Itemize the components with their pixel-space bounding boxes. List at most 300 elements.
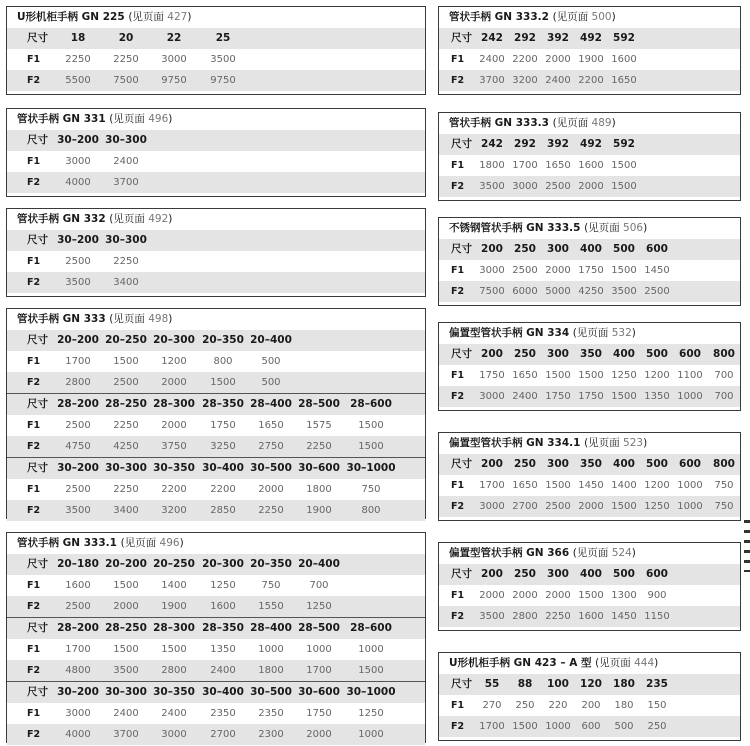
row-label: 尺寸 bbox=[27, 334, 48, 346]
f2-value: 3400 bbox=[113, 505, 139, 516]
f2-value: 4000 bbox=[65, 177, 91, 188]
f1-value: 700 bbox=[309, 580, 329, 591]
size-value: 88 bbox=[517, 678, 533, 690]
f2-row bbox=[7, 172, 425, 193]
f1-value: 2500 bbox=[65, 420, 91, 431]
f1-value: 150 bbox=[647, 700, 667, 711]
f1-value: 2000 bbox=[545, 265, 571, 276]
f2-value: 1250 bbox=[306, 601, 332, 612]
size-value: 28–300 bbox=[153, 398, 195, 410]
f1-value: 2500 bbox=[512, 265, 538, 276]
spec-table-title bbox=[7, 209, 425, 230]
f1-value: 1450 bbox=[644, 265, 670, 276]
f2-value: 2000 bbox=[578, 501, 604, 512]
size-value: 28–400 bbox=[250, 398, 292, 410]
f2-value: 4750 bbox=[65, 441, 91, 452]
f1-value: 1500 bbox=[358, 420, 384, 431]
page-ref-label: (见页面 bbox=[109, 213, 149, 225]
row-label: F2 bbox=[451, 501, 465, 512]
f1-value: 1000 bbox=[306, 644, 332, 655]
size-row bbox=[439, 674, 740, 695]
size-value: 55 bbox=[484, 678, 500, 690]
f2-value: 7500 bbox=[479, 286, 505, 297]
row-label: F2 bbox=[451, 181, 465, 192]
row-label: F1 bbox=[451, 700, 465, 711]
size-value: 28–600 bbox=[350, 622, 392, 634]
f1-value: 1400 bbox=[161, 580, 187, 591]
f1-value: 1650 bbox=[512, 480, 538, 491]
size-value: 242 bbox=[481, 32, 503, 44]
f1-value: 2000 bbox=[258, 484, 284, 495]
size-row bbox=[7, 457, 425, 479]
product-name: 管状手柄 GN 333.2 bbox=[449, 11, 549, 23]
f1-value: 2250 bbox=[113, 54, 139, 65]
page-ref-close: ) bbox=[611, 117, 616, 129]
row-label: 尺寸 bbox=[27, 686, 48, 698]
f2-value: 1700 bbox=[479, 721, 505, 732]
size-value: 100 bbox=[547, 678, 569, 690]
size-value: 250 bbox=[514, 568, 536, 580]
f2-row bbox=[439, 70, 740, 91]
size-value: 30–200 bbox=[57, 234, 99, 246]
page-ref-number: 506 bbox=[623, 222, 644, 234]
f1-value: 1100 bbox=[677, 370, 703, 381]
f1-row bbox=[7, 639, 425, 660]
f1-value: 2200 bbox=[161, 484, 187, 495]
page-ref-close: ) bbox=[168, 213, 173, 225]
size-value: 28–200 bbox=[57, 398, 99, 410]
size-row bbox=[439, 28, 740, 49]
f1-value: 1600 bbox=[65, 580, 91, 591]
row-label: F2 bbox=[27, 377, 41, 388]
product-name: 偏置型管状手柄 GN 366 bbox=[449, 547, 570, 559]
f2-value: 1800 bbox=[258, 665, 284, 676]
size-value: 30–300 bbox=[105, 234, 147, 246]
size-value: 400 bbox=[580, 243, 602, 255]
page-ref-close: ) bbox=[168, 113, 173, 125]
page-ref-close: ) bbox=[631, 327, 636, 339]
f2-row bbox=[7, 724, 425, 745]
f1-value: 2400 bbox=[479, 54, 505, 65]
size-value: 28–500 bbox=[298, 622, 340, 634]
f2-value: 2500 bbox=[65, 601, 91, 612]
size-row bbox=[439, 564, 740, 585]
row-label: 尺寸 bbox=[27, 462, 48, 474]
f2-row bbox=[7, 272, 425, 293]
f2-value: 9750 bbox=[210, 75, 236, 86]
size-value: 30–200 bbox=[57, 462, 99, 474]
f1-value: 2250 bbox=[65, 54, 91, 65]
f2-value: 2500 bbox=[113, 377, 139, 388]
row-label: F1 bbox=[451, 370, 465, 381]
f2-value: 3400 bbox=[113, 277, 139, 288]
row-label: F2 bbox=[451, 286, 465, 297]
page-ref-number: 498 bbox=[148, 313, 169, 325]
f2-value: 1500 bbox=[358, 441, 384, 452]
page-ref-label: (见页面 bbox=[128, 11, 168, 23]
f2-value: 2750 bbox=[258, 441, 284, 452]
spec-table-card bbox=[438, 322, 741, 411]
f2-value: 3500 bbox=[611, 286, 637, 297]
row-label: 尺寸 bbox=[451, 568, 472, 580]
size-value: 500 bbox=[646, 458, 668, 470]
size-value: 292 bbox=[514, 138, 536, 150]
f2-value: 2200 bbox=[578, 75, 604, 86]
size-value: 28–600 bbox=[350, 398, 392, 410]
f2-value: 7500 bbox=[113, 75, 139, 86]
product-name: 偏置型管状手柄 GN 334.1 bbox=[449, 437, 581, 449]
f2-value: 1000 bbox=[545, 721, 571, 732]
size-value: 30–1000 bbox=[346, 686, 396, 698]
size-value: 592 bbox=[613, 138, 635, 150]
f2-value: 1750 bbox=[578, 391, 604, 402]
page-ref-label: (见页面 bbox=[552, 117, 592, 129]
size-row bbox=[7, 28, 425, 49]
size-value: 30–300 bbox=[105, 134, 147, 146]
f1-value: 2000 bbox=[479, 590, 505, 601]
row-label: F1 bbox=[451, 480, 465, 491]
f2-value: 2000 bbox=[306, 729, 332, 740]
f2-value: 3000 bbox=[161, 729, 187, 740]
size-value: 30–300 bbox=[105, 686, 147, 698]
size-value: 392 bbox=[547, 32, 569, 44]
f1-value: 1200 bbox=[644, 370, 670, 381]
size-value: 800 bbox=[713, 458, 735, 470]
f1-value: 1800 bbox=[479, 160, 505, 171]
f2-value: 800 bbox=[361, 505, 381, 516]
row-label: F2 bbox=[27, 505, 41, 516]
page-ref-close: ) bbox=[643, 437, 648, 449]
f1-value: 2000 bbox=[545, 54, 571, 65]
size-value: 180 bbox=[613, 678, 635, 690]
f2-value: 3000 bbox=[512, 181, 538, 192]
size-value: 30–600 bbox=[298, 462, 340, 474]
f2-row bbox=[439, 386, 740, 407]
f1-value: 3000 bbox=[65, 708, 91, 719]
spec-table-title bbox=[439, 323, 740, 344]
f1-value: 3000 bbox=[65, 156, 91, 167]
size-value: 30–1000 bbox=[346, 462, 396, 474]
f1-value: 1300 bbox=[611, 590, 637, 601]
f2-value: 1700 bbox=[306, 665, 332, 676]
size-value: 235 bbox=[646, 678, 668, 690]
f2-value: 1500 bbox=[611, 181, 637, 192]
page-ref-close: ) bbox=[168, 313, 173, 325]
page-ref-label: (见页面 bbox=[584, 222, 624, 234]
page-ref-close: ) bbox=[187, 11, 192, 23]
f2-value: 2800 bbox=[512, 611, 538, 622]
size-value: 350 bbox=[580, 458, 602, 470]
row-label: 尺寸 bbox=[451, 678, 472, 690]
f1-value: 2200 bbox=[512, 54, 538, 65]
row-label: F2 bbox=[27, 277, 41, 288]
f1-value: 220 bbox=[548, 700, 568, 711]
f1-value: 1750 bbox=[306, 708, 332, 719]
row-label: F1 bbox=[27, 420, 41, 431]
f2-value: 1500 bbox=[611, 391, 637, 402]
page-ref-label: (见页面 bbox=[572, 547, 612, 559]
f1-value: 1500 bbox=[578, 370, 604, 381]
f1-value: 1500 bbox=[578, 590, 604, 601]
row-label: F2 bbox=[451, 721, 465, 732]
f1-value: 1750 bbox=[210, 420, 236, 431]
f1-value: 180 bbox=[614, 700, 634, 711]
f1-value: 2350 bbox=[258, 708, 284, 719]
size-value: 30–600 bbox=[298, 686, 340, 698]
f2-value: 1250 bbox=[644, 501, 670, 512]
size-value: 242 bbox=[481, 138, 503, 150]
f1-value: 1250 bbox=[358, 708, 384, 719]
f2-value: 750 bbox=[714, 501, 734, 512]
f1-value: 1400 bbox=[611, 480, 637, 491]
size-value: 600 bbox=[679, 458, 701, 470]
spec-table-title bbox=[439, 7, 740, 28]
f2-value: 4000 bbox=[65, 729, 91, 740]
f2-value: 1500 bbox=[611, 501, 637, 512]
spec-table-card bbox=[438, 652, 741, 741]
size-value: 20–300 bbox=[202, 558, 244, 570]
f2-value: 2250 bbox=[258, 505, 284, 516]
row-label: F1 bbox=[27, 644, 41, 655]
f2-value: 2300 bbox=[258, 729, 284, 740]
row-label: F2 bbox=[27, 75, 41, 86]
size-value: 20–250 bbox=[153, 558, 195, 570]
f2-value: 1000 bbox=[358, 729, 384, 740]
f2-value: 4800 bbox=[65, 665, 91, 676]
f2-value: 2400 bbox=[512, 391, 538, 402]
f1-value: 1250 bbox=[210, 580, 236, 591]
f1-value: 200 bbox=[581, 700, 601, 711]
size-value: 30–300 bbox=[105, 462, 147, 474]
spec-table-title bbox=[7, 109, 425, 130]
row-label: 尺寸 bbox=[451, 138, 472, 150]
size-row bbox=[439, 344, 740, 365]
f2-row bbox=[7, 70, 425, 91]
row-label: F1 bbox=[451, 590, 465, 601]
row-label: 尺寸 bbox=[451, 348, 472, 360]
f2-row bbox=[7, 372, 425, 393]
row-label: F1 bbox=[27, 708, 41, 719]
f2-value: 500 bbox=[261, 377, 281, 388]
size-value: 30–200 bbox=[57, 134, 99, 146]
f1-row bbox=[439, 49, 740, 70]
f1-value: 1700 bbox=[479, 480, 505, 491]
f1-row bbox=[439, 585, 740, 606]
page-ref-number: 524 bbox=[611, 547, 632, 559]
spec-table-title bbox=[439, 543, 740, 564]
f1-row bbox=[7, 703, 425, 724]
f1-row bbox=[7, 575, 425, 596]
row-label: F1 bbox=[27, 54, 41, 65]
f2-value: 3700 bbox=[479, 75, 505, 86]
spec-table-card bbox=[438, 6, 741, 95]
f1-row bbox=[7, 151, 425, 172]
size-value: 292 bbox=[514, 32, 536, 44]
f2-value: 3700 bbox=[113, 177, 139, 188]
page-ref-number: 500 bbox=[591, 11, 612, 23]
f2-value: 1550 bbox=[258, 601, 284, 612]
f2-value: 250 bbox=[647, 721, 667, 732]
f1-value: 1500 bbox=[113, 644, 139, 655]
f2-value: 2800 bbox=[161, 665, 187, 676]
f1-value: 1750 bbox=[578, 265, 604, 276]
page-ref-number: 496 bbox=[148, 113, 169, 125]
f1-value: 2250 bbox=[113, 484, 139, 495]
size-value: 200 bbox=[481, 348, 503, 360]
page-ref-label: (见页面 bbox=[572, 327, 612, 339]
size-row bbox=[7, 330, 425, 351]
page-ref-close: ) bbox=[631, 547, 636, 559]
size-row bbox=[7, 617, 425, 639]
spec-table-card bbox=[6, 208, 426, 297]
spec-table-card bbox=[438, 542, 741, 631]
f1-value: 750 bbox=[714, 480, 734, 491]
f1-value: 2400 bbox=[113, 708, 139, 719]
f2-value: 500 bbox=[614, 721, 634, 732]
row-label: F2 bbox=[27, 729, 41, 740]
f2-value: 1500 bbox=[358, 665, 384, 676]
f1-value: 2250 bbox=[113, 256, 139, 267]
size-value: 20–400 bbox=[250, 334, 292, 346]
f2-value: 3500 bbox=[65, 505, 91, 516]
f1-value: 1800 bbox=[306, 484, 332, 495]
f2-row bbox=[439, 716, 740, 737]
size-value: 250 bbox=[514, 348, 536, 360]
f1-row bbox=[7, 351, 425, 372]
size-row bbox=[439, 134, 740, 155]
f1-value: 1700 bbox=[65, 644, 91, 655]
size-value: 492 bbox=[580, 32, 602, 44]
f1-value: 3000 bbox=[161, 54, 187, 65]
f2-value: 2500 bbox=[545, 181, 571, 192]
size-value: 600 bbox=[646, 243, 668, 255]
f1-value: 2400 bbox=[113, 156, 139, 167]
f1-value: 3500 bbox=[210, 54, 236, 65]
size-value: 30–400 bbox=[202, 462, 244, 474]
size-value: 20–250 bbox=[105, 334, 147, 346]
row-label: F2 bbox=[451, 611, 465, 622]
f2-value: 1500 bbox=[512, 721, 538, 732]
size-value: 20–180 bbox=[57, 558, 99, 570]
f2-value: 3500 bbox=[479, 611, 505, 622]
size-value: 200 bbox=[481, 243, 503, 255]
size-value: 20–350 bbox=[202, 334, 244, 346]
f2-value: 1900 bbox=[306, 505, 332, 516]
row-label: 尺寸 bbox=[27, 398, 48, 410]
f1-row bbox=[439, 365, 740, 386]
f1-value: 1500 bbox=[611, 265, 637, 276]
spec-table-title bbox=[439, 113, 740, 134]
f1-value: 1500 bbox=[161, 644, 187, 655]
f1-value: 800 bbox=[213, 356, 233, 367]
f1-value: 700 bbox=[714, 370, 734, 381]
page-ref-close: ) bbox=[643, 222, 648, 234]
size-value: 30–350 bbox=[153, 462, 195, 474]
f2-value: 2500 bbox=[545, 501, 571, 512]
row-label: 尺寸 bbox=[27, 134, 48, 146]
size-value: 28–300 bbox=[153, 622, 195, 634]
size-row bbox=[7, 554, 425, 575]
f2-value: 3200 bbox=[161, 505, 187, 516]
row-label: F1 bbox=[27, 580, 41, 591]
row-label: 尺寸 bbox=[451, 458, 472, 470]
f1-value: 500 bbox=[261, 356, 281, 367]
size-value: 30–200 bbox=[57, 686, 99, 698]
f1-row bbox=[7, 251, 425, 272]
f1-value: 1700 bbox=[65, 356, 91, 367]
page-ref-label: (见页面 bbox=[120, 537, 160, 549]
spec-table-title bbox=[439, 433, 740, 454]
f1-value: 2500 bbox=[65, 484, 91, 495]
spec-table-card bbox=[6, 532, 426, 743]
size-value: 350 bbox=[580, 348, 602, 360]
product-name: U形机柜手柄 GN 423 – A 型 bbox=[449, 657, 592, 669]
f2-value: 600 bbox=[581, 721, 601, 732]
size-value: 400 bbox=[613, 348, 635, 360]
size-value: 20 bbox=[118, 32, 134, 44]
f1-row bbox=[7, 479, 425, 500]
row-label: F1 bbox=[27, 256, 41, 267]
f2-value: 5500 bbox=[65, 75, 91, 86]
f2-value: 3200 bbox=[512, 75, 538, 86]
product-name: 管状手柄 GN 333.1 bbox=[17, 537, 117, 549]
size-value: 28–350 bbox=[202, 622, 244, 634]
f2-value: 1750 bbox=[545, 391, 571, 402]
spec-table-card bbox=[6, 308, 426, 519]
size-value: 28–400 bbox=[250, 622, 292, 634]
page-ref-close: ) bbox=[179, 537, 184, 549]
f2-value: 1600 bbox=[210, 601, 236, 612]
f1-value: 900 bbox=[647, 590, 667, 601]
size-value: 392 bbox=[547, 138, 569, 150]
spec-table-card bbox=[438, 112, 741, 201]
f1-value: 1900 bbox=[578, 54, 604, 65]
size-value: 20–200 bbox=[57, 334, 99, 346]
f1-value: 1000 bbox=[358, 644, 384, 655]
f2-row bbox=[439, 281, 740, 302]
page-ref-number: 489 bbox=[591, 117, 612, 129]
row-label: 尺寸 bbox=[27, 234, 48, 246]
f1-value: 1500 bbox=[611, 160, 637, 171]
f2-value: 1900 bbox=[161, 601, 187, 612]
row-label: F2 bbox=[27, 441, 41, 452]
row-label: F1 bbox=[27, 156, 41, 167]
f2-value: 3250 bbox=[210, 441, 236, 452]
f1-value: 250 bbox=[515, 700, 535, 711]
f2-value: 1000 bbox=[677, 391, 703, 402]
size-value: 120 bbox=[580, 678, 602, 690]
size-row bbox=[7, 130, 425, 151]
size-row bbox=[7, 230, 425, 251]
page-ref-label: (见页面 bbox=[109, 313, 149, 325]
f1-value: 1500 bbox=[545, 480, 571, 491]
size-row bbox=[439, 239, 740, 260]
size-value: 28–500 bbox=[298, 398, 340, 410]
size-value: 500 bbox=[646, 348, 668, 360]
f1-row bbox=[439, 475, 740, 496]
f2-value: 2700 bbox=[210, 729, 236, 740]
page-ref-number: 496 bbox=[159, 537, 180, 549]
spec-table-card bbox=[438, 432, 741, 521]
f1-value: 1500 bbox=[545, 370, 571, 381]
page-ref-number: 532 bbox=[611, 327, 632, 339]
f2-row bbox=[7, 500, 425, 521]
row-label: 尺寸 bbox=[451, 32, 472, 44]
f2-value: 1350 bbox=[644, 391, 670, 402]
row-label: F1 bbox=[451, 54, 465, 65]
f1-row bbox=[439, 155, 740, 176]
row-label: F1 bbox=[451, 160, 465, 171]
